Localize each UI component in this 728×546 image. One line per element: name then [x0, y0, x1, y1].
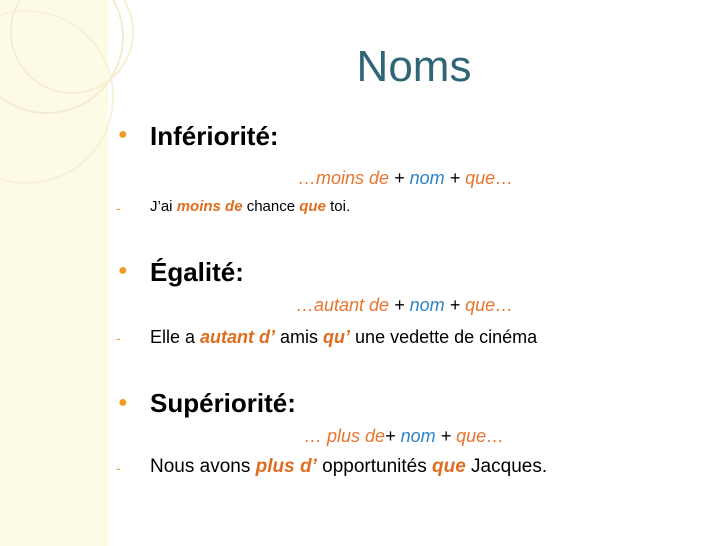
example-text: Jacques. [465, 456, 548, 477]
example-equality [150, 327, 537, 348]
example-emphasis: que [432, 456, 466, 477]
example-text: J’ai [150, 198, 177, 215]
example-inferiority [150, 198, 350, 215]
formula-que: que… [465, 168, 514, 188]
dash-marker: - [116, 200, 121, 216]
bullet-icon: ● [118, 262, 128, 279]
example-emphasis: plus d’ [255, 456, 317, 477]
example-text: une vedette de cinéma [350, 327, 538, 347]
bullet-icon: ● [118, 394, 128, 411]
dash-marker: - [116, 460, 121, 476]
example-emphasis: que [299, 198, 326, 215]
formula-inferiority [298, 168, 513, 189]
example-emphasis: moins de [176, 198, 243, 215]
example-text: Nous avons [150, 456, 256, 477]
example-text: Elle a [150, 327, 201, 347]
example-emphasis: autant d’ [200, 327, 276, 347]
formula-noun: nom [409, 295, 445, 315]
formula-prefix: … plus de [304, 426, 386, 446]
formula-noun: nom [400, 426, 436, 446]
example-text: toi. [325, 198, 351, 215]
formula-plus: + [389, 168, 410, 188]
slide-title: Noms [356, 42, 472, 91]
example-text: opportunités [316, 456, 432, 477]
example-superiority [150, 456, 547, 478]
formula-plus: + [389, 295, 410, 315]
section-heading-superiority: Supériorité: [150, 388, 296, 418]
formula-plus: + [444, 168, 466, 188]
formula-superiority [304, 426, 504, 447]
formula-equality [296, 295, 513, 316]
example-text: amis [275, 327, 324, 347]
example-text: chance [242, 198, 300, 215]
bullet-icon: ● [118, 126, 128, 143]
formula-noun: nom [409, 168, 445, 188]
dash-marker: - [116, 330, 121, 346]
formula-plus: + [435, 426, 457, 446]
formula-que: que… [456, 426, 505, 446]
example-emphasis: qu’ [323, 327, 351, 347]
formula-prefix: …moins de [298, 168, 390, 188]
section-heading-equality: Égalité: [150, 257, 244, 287]
formula-plus: + [385, 426, 401, 446]
formula-que: que… [465, 295, 514, 315]
formula-prefix: …autant de [296, 295, 390, 315]
formula-plus: + [444, 295, 466, 315]
section-heading-inferiority: Infériorité: [150, 121, 279, 151]
